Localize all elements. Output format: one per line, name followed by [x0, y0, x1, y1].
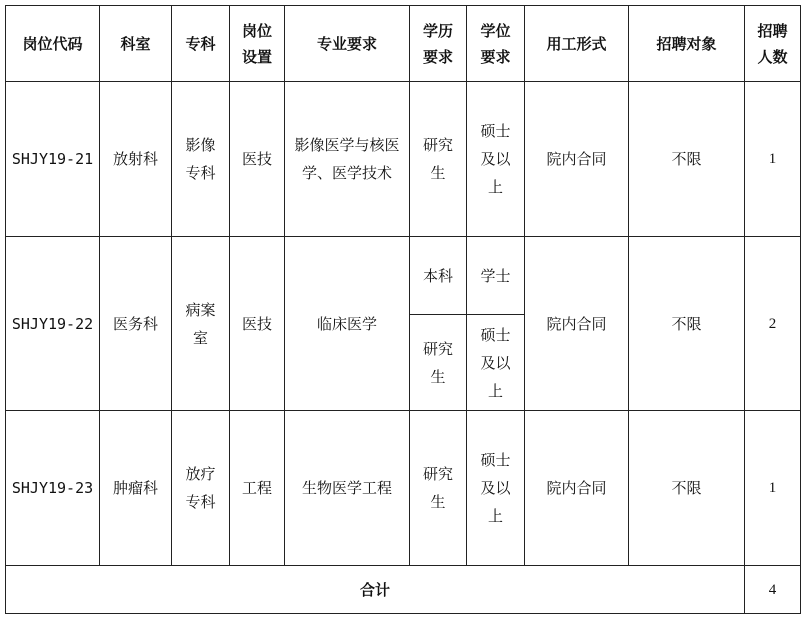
cell-post-setting: 医技	[230, 82, 285, 237]
total-count: 4	[745, 566, 801, 614]
header-degree: 学位要求	[467, 6, 525, 82]
table-row	[6, 411, 801, 566]
cell-count: 1	[745, 82, 801, 237]
cell-major: 生物医学工程	[285, 411, 410, 566]
cell-code: SHJY19-21	[6, 82, 100, 237]
cell-specialty: 病案室	[172, 237, 230, 411]
header-major: 专业要求	[285, 6, 410, 82]
cell-education: 研究生	[410, 411, 467, 566]
cell-major: 临床医学	[285, 237, 410, 411]
header-post-setting: 岗位设置	[230, 6, 285, 82]
cell-post-setting: 医技	[230, 237, 285, 411]
header-row	[6, 6, 801, 82]
cell-degree: 硕士及以上	[467, 82, 525, 237]
recruitment-table	[5, 5, 801, 614]
cell-specialty: 影像专科	[172, 82, 230, 237]
header-count: 招聘人数	[745, 6, 801, 82]
header-specialty: 专科	[172, 6, 230, 82]
cell-dept: 肿瘤科	[100, 411, 172, 566]
cell-post-setting: 工程	[230, 411, 285, 566]
cell-major: 影像医学与核医学、医学技术	[285, 82, 410, 237]
cell-employment: 院内合同	[525, 237, 629, 411]
cell-dept: 医务科	[100, 237, 172, 411]
cell-dept: 放射科	[100, 82, 172, 237]
cell-target: 不限	[629, 237, 745, 411]
header-dept: 科室	[100, 6, 172, 82]
cell-target: 不限	[629, 411, 745, 566]
cell-code: SHJY19-22	[6, 237, 100, 411]
cell-target: 不限	[629, 82, 745, 237]
cell-degree: 学士	[467, 237, 525, 315]
total-label: 合计	[6, 566, 745, 614]
total-row	[6, 566, 801, 614]
cell-code: SHJY19-23	[6, 411, 100, 566]
cell-count: 2	[745, 237, 801, 411]
cell-degree: 硕士及以上	[467, 411, 525, 566]
header-code: 岗位代码	[6, 6, 100, 82]
header-education: 学历要求	[410, 6, 467, 82]
cell-employment: 院内合同	[525, 82, 629, 237]
cell-degree: 硕士及以上	[467, 315, 525, 411]
cell-education: 研究生	[410, 315, 467, 411]
cell-education: 研究生	[410, 82, 467, 237]
cell-specialty: 放疗专科	[172, 411, 230, 566]
header-target: 招聘对象	[629, 6, 745, 82]
cell-count: 1	[745, 411, 801, 566]
header-employment: 用工形式	[525, 6, 629, 82]
cell-education: 本科	[410, 237, 467, 315]
table-row	[6, 82, 801, 237]
table-row	[6, 237, 801, 315]
cell-employment: 院内合同	[525, 411, 629, 566]
